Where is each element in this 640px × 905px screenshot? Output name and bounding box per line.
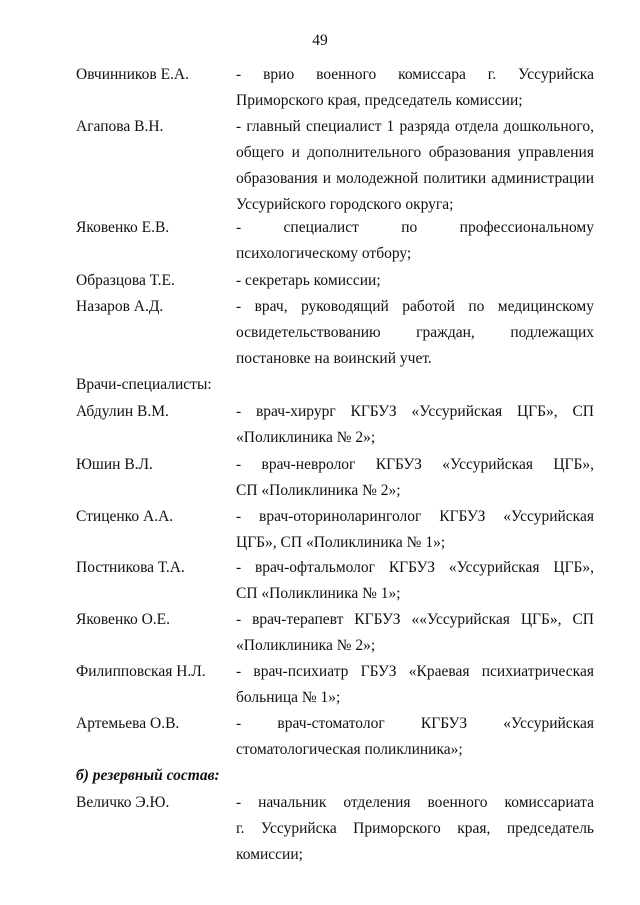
member-role (236, 268, 594, 294)
member-name: Овчинников Е.А. (76, 66, 189, 83)
role-line: - главный специалист 1 разряда отдела дошкольного, (236, 118, 594, 135)
role-line: - врач-терапевт КГБУЗ ««Уссурийская ЦГБ», СП (236, 611, 594, 628)
role-line: «Поликлиника № 2»; (236, 429, 376, 446)
role-line: - врач, руководящий работой по медицинскому (236, 298, 594, 315)
role-line: общего и дополнительного образования управления (236, 144, 594, 161)
specialist-role (236, 452, 594, 504)
role-line: - врач-психиатр ГБУЗ «Краевая психиатрическая (236, 663, 594, 680)
role-line: стоматологическая поликлиника»; (236, 741, 463, 758)
specialist-name: Абдулин В.М. (76, 403, 169, 420)
role-line: постановке на воинский учет. (236, 350, 432, 367)
role-line: - специалист по профессиональному (236, 219, 594, 236)
role-line: «Поликлиника № 2»; (236, 637, 376, 654)
specialist-role (236, 659, 594, 711)
role-line: - начальник отделения военного комиссариата (236, 794, 594, 811)
role-line: ЦГБ», СП «Поликлиника № 1»; (236, 534, 446, 551)
member-name: Назаров А.Д. (76, 298, 164, 315)
specialists-heading: Врачи-специалисты: (76, 376, 212, 393)
specialist-name: Артемьева О.В. (76, 715, 180, 732)
role-line: психологическому отбору; (236, 245, 412, 262)
reserve-name: Величко Э.Ю. (76, 794, 170, 811)
specialist-name: Стиценко А.А. (76, 508, 174, 525)
role-line: - врио военного комиссара г. Уссурийска (236, 66, 594, 83)
specialist-name: Филипповская Н.Л. (76, 663, 206, 680)
role-line: Приморского края, председатель комиссии; (236, 92, 523, 109)
role-line: - врач-оториноларинголог КГБУЗ «Уссурийская (236, 508, 594, 525)
specialist-role (236, 711, 594, 763)
specialist-name: Яковенко О.Е. (76, 611, 171, 628)
role-line: - врач-стоматолог КГБУЗ «Уссурийская (236, 715, 594, 732)
member-role (236, 215, 594, 267)
member-role (236, 114, 594, 218)
page-number: 49 (312, 32, 328, 49)
specialist-name: Юшин В.Л. (76, 456, 153, 473)
role-line: - врач-невролог КГБУЗ «Уссурийская ЦГБ», (236, 456, 594, 473)
member-role (236, 62, 594, 114)
role-line: больница № 1»; (236, 689, 341, 706)
specialist-role (236, 607, 594, 659)
role-line: Уссурийского городского округа; (236, 196, 454, 213)
member-name: Агапова В.Н. (76, 118, 164, 135)
role-line: - секретарь комиссии; (236, 272, 381, 289)
role-line: освидетельствованию граждан, подлежащих (236, 324, 594, 341)
role-line: СП «Поликлиника № 2»; (236, 482, 401, 499)
member-name: Яковенко Е.В. (76, 219, 170, 236)
role-line: - врач-офтальмолог КГБУЗ «Уссурийская ЦГБ», (236, 559, 594, 576)
role-line: образования и молодежной политики администрации (236, 170, 594, 187)
reserve-heading: б) резервный состав: (76, 767, 220, 784)
role-line: комиссии; (236, 846, 303, 863)
reserve-role (236, 790, 594, 868)
member-name: Образцова Т.Е. (76, 272, 175, 289)
role-line: - врач-хирург КГБУЗ «Уссурийская ЦГБ», СП (236, 403, 594, 420)
specialist-role (236, 555, 594, 607)
specialist-role (236, 399, 594, 451)
role-line: СП «Поликлиника № 1»; (236, 585, 401, 602)
specialist-name: Постникова Т.А. (76, 559, 185, 576)
role-line: г. Уссурийска Приморского края, председатель (236, 820, 594, 837)
specialist-role (236, 504, 594, 556)
member-role (236, 294, 594, 372)
